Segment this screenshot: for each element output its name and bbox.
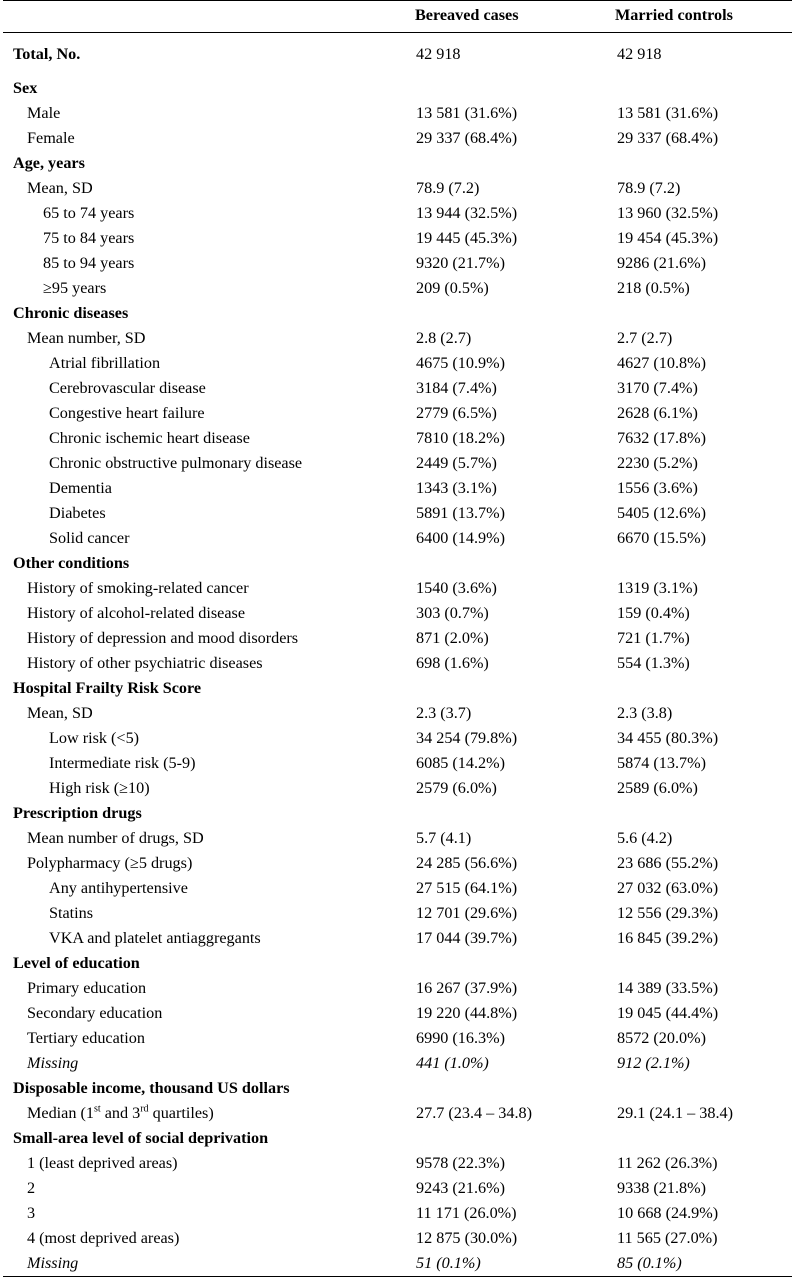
table-row [3, 1026, 792, 1051]
table-row [3, 1101, 792, 1126]
married-controls-value: 11 262 (26.3%) [617, 1154, 718, 1172]
row-label: Chronic obstructive pulmonary disease [49, 454, 303, 472]
section-header-row [3, 1076, 792, 1101]
table-row [3, 701, 792, 726]
table-row [3, 476, 792, 501]
superscript: rd [140, 1103, 149, 1115]
bereaved-cases-value: 78.9 (7.2) [416, 179, 480, 197]
row-label: 75 to 84 years [43, 229, 135, 247]
table-row [3, 526, 792, 551]
table-row [3, 176, 792, 201]
bereaved-cases-value: 6990 (16.3%) [416, 1029, 506, 1047]
table-row [3, 1251, 792, 1276]
married-controls-value: 27 032 (63.0%) [617, 879, 719, 897]
table-row [3, 226, 792, 251]
row-label: ≥95 years [43, 279, 107, 297]
row-label: Chronic diseases [13, 304, 129, 322]
table-row [3, 401, 792, 426]
row-label: Congestive heart failure [49, 404, 205, 422]
married-controls-value: 721 (1.7%) [617, 629, 690, 647]
row-label: Solid cancer [49, 529, 130, 547]
table-row [3, 426, 792, 451]
row-label: Sex [13, 79, 38, 97]
bereaved-cases-value: 871 (2.0%) [416, 629, 489, 647]
characteristics-table [3, 0, 792, 1277]
row-label: Intermediate risk (5-9) [49, 754, 196, 772]
table-row [3, 201, 792, 226]
table-row [3, 751, 792, 776]
table-body [3, 33, 792, 1276]
table-row [3, 1176, 792, 1201]
superscript: st [93, 1103, 101, 1115]
bereaved-cases-value: 4675 (10.9%) [416, 354, 506, 372]
table-row [3, 926, 792, 951]
row-label: Level of education [13, 954, 140, 972]
row-label: Missing [27, 1254, 79, 1272]
row-label: VKA and platelet antiaggregants [49, 929, 261, 947]
married-controls-value: 5874 (13.7%) [617, 754, 707, 772]
section-header-row [3, 76, 792, 101]
married-controls-value: 2589 (6.0%) [617, 779, 698, 797]
bereaved-cases-value: 16 267 (37.9%) [416, 979, 518, 997]
table-row [3, 351, 792, 376]
married-controls-value: 13 960 (32.5%) [617, 204, 719, 222]
married-controls-value: 4627 (10.8%) [617, 354, 707, 372]
married-controls-value: 29.1 (24.1 – 38.4) [617, 1104, 733, 1122]
row-label: History of alcohol-related disease [27, 604, 246, 622]
bereaved-cases-value: 209 (0.5%) [416, 279, 489, 297]
section-header-row [3, 676, 792, 701]
row-label: Secondary education [27, 1004, 163, 1022]
row-label: Mean, SD [27, 179, 93, 197]
married-controls-value: 9286 (21.6%) [617, 254, 707, 272]
bereaved-cases-value: 2449 (5.7%) [416, 454, 497, 472]
table-row [3, 901, 792, 926]
table-row [3, 326, 792, 351]
bereaved-cases-value: 42 918 [416, 45, 461, 63]
bereaved-cases-value: 24 285 (56.6%) [416, 854, 518, 872]
bereaved-cases-value: 3184 (7.4%) [416, 379, 497, 397]
row-label: Chronic ischemic heart disease [49, 429, 250, 447]
bereaved-cases-value: 27.7 (23.4 – 34.8) [416, 1104, 532, 1122]
table-row [3, 1151, 792, 1176]
row-label: Mean number of drugs, SD [27, 829, 204, 847]
row-label: Other conditions [13, 554, 130, 572]
row-label: Female [27, 129, 75, 147]
bereaved-cases-value: 1343 (3.1%) [416, 479, 497, 497]
bereaved-cases-value: 5.7 (4.1) [416, 829, 472, 847]
row-label: Small-area level of social deprivation [13, 1129, 269, 1147]
married-controls-value: 2628 (6.1%) [617, 404, 698, 422]
bereaved-cases-value: 303 (0.7%) [416, 604, 489, 622]
bereaved-cases-value: 27 515 (64.1%) [416, 879, 518, 897]
bereaved-cases-value: 1540 (3.6%) [416, 579, 497, 597]
married-controls-value: 12 556 (29.3%) [617, 904, 719, 922]
column-header-married-controls: Married controls [615, 6, 733, 24]
row-label: Age, years [13, 154, 85, 172]
row-label: 2 [27, 1179, 36, 1197]
table-row [3, 726, 792, 751]
table-row [3, 601, 792, 626]
married-controls-value: 554 (1.3%) [617, 654, 690, 672]
row-label: History of other psychiatric diseases [27, 654, 263, 672]
bereaved-cases-value: 6400 (14.9%) [416, 529, 506, 547]
married-controls-value: 14 389 (33.5%) [617, 979, 719, 997]
married-controls-value: 11 565 (27.0%) [617, 1229, 718, 1247]
section-header-row [3, 551, 792, 576]
married-controls-value: 19 454 (45.3%) [617, 229, 719, 247]
table-row [3, 1001, 792, 1026]
section-header-row [3, 151, 792, 176]
married-controls-value: 9338 (21.8%) [617, 1179, 707, 1197]
row-label: Low risk (<5) [49, 729, 140, 747]
table-row [3, 1201, 792, 1226]
row-label: Atrial fibrillation [49, 354, 161, 372]
row-label: Male [27, 104, 61, 122]
bereaved-cases-value: 12 875 (30.0%) [416, 1229, 518, 1247]
row-label: 3 [27, 1204, 36, 1222]
bereaved-cases-value: 2.3 (3.7) [416, 704, 472, 722]
label-part: Median (1 [27, 1104, 94, 1122]
married-controls-value: 23 686 (55.2%) [617, 854, 719, 872]
table-row [3, 576, 792, 601]
married-controls-value: 34 455 (80.3%) [617, 729, 719, 747]
bereaved-cases-value: 2779 (6.5%) [416, 404, 497, 422]
row-label: Total, No. [13, 45, 81, 63]
bereaved-cases-value: 9320 (21.7%) [416, 254, 506, 272]
section-header-row [3, 801, 792, 826]
table-row [3, 126, 792, 151]
bereaved-cases-value: 29 337 (68.4%) [416, 129, 518, 147]
bereaved-cases-value: 11 171 (26.0%) [416, 1204, 517, 1222]
row-label: Disposable income, thousand US dollars [13, 1079, 290, 1097]
table-row [3, 626, 792, 651]
row-label: History of depression and mood disorders [27, 629, 299, 647]
bereaved-cases-value: 12 701 (29.6%) [416, 904, 518, 922]
row-label: Polypharmacy (≥5 drugs) [27, 854, 193, 872]
row-label: Mean number, SD [27, 329, 146, 347]
married-controls-value: 7632 (17.8%) [617, 429, 707, 447]
table-row [3, 251, 792, 276]
married-controls-value: 1556 (3.6%) [617, 479, 698, 497]
table-row [3, 776, 792, 801]
married-controls-value: 1319 (3.1%) [617, 579, 698, 597]
row-label: 85 to 94 years [43, 254, 135, 272]
married-controls-value: 19 045 (44.4%) [617, 1004, 719, 1022]
row-label: 1 (least deprived areas) [27, 1154, 178, 1172]
married-controls-value: 6670 (15.5%) [617, 529, 707, 547]
married-controls-value: 78.9 (7.2) [617, 179, 681, 197]
row-label: Dementia [49, 479, 112, 497]
row-label: Cerebrovascular disease [49, 379, 206, 397]
married-controls-value: 16 845 (39.2%) [617, 929, 719, 947]
table-row [3, 1051, 792, 1076]
row-label: Diabetes [49, 504, 106, 522]
table-row [3, 1226, 792, 1251]
row-label: Hospital Frailty Risk Score [13, 679, 202, 697]
bereaved-cases-value: 51 (0.1%) [416, 1254, 481, 1272]
bereaved-cases-value: 13 581 (31.6%) [416, 104, 518, 122]
bereaved-cases-value: 6085 (14.2%) [416, 754, 506, 772]
row-label: Prescription drugs [13, 804, 142, 822]
table-row [3, 33, 792, 76]
bereaved-cases-value: 2.8 (2.7) [416, 329, 472, 347]
column-header-bereaved-cases: Bereaved cases [415, 6, 519, 24]
bereaved-cases-value: 13 944 (32.5%) [416, 204, 518, 222]
table-row [3, 276, 792, 301]
section-header-row [3, 301, 792, 326]
bereaved-cases-value: 698 (1.6%) [416, 654, 489, 672]
married-controls-value: 218 (0.5%) [617, 279, 690, 297]
bereaved-cases-value: 5891 (13.7%) [416, 504, 506, 522]
bereaved-cases-value: 19 445 (45.3%) [416, 229, 518, 247]
table-header [3, 1, 792, 33]
bereaved-cases-value: 19 220 (44.8%) [416, 1004, 518, 1022]
married-controls-value: 42 918 [617, 45, 662, 63]
table-row [3, 376, 792, 401]
row-label: History of smoking-related cancer [27, 579, 249, 597]
married-controls-value: 5.6 (4.2) [617, 829, 673, 847]
married-controls-value: 8572 (20.0%) [617, 1029, 707, 1047]
row-label: High risk (≥10) [49, 779, 150, 797]
married-controls-value: 2230 (5.2%) [617, 454, 698, 472]
row-label [27, 1101, 214, 1126]
row-label: Missing [27, 1054, 79, 1072]
married-controls-value: 159 (0.4%) [617, 604, 690, 622]
married-controls-value: 5405 (12.6%) [617, 504, 707, 522]
married-controls-value: 2.3 (3.8) [617, 704, 673, 722]
table-row [3, 651, 792, 676]
bereaved-cases-value: 9243 (21.6%) [416, 1179, 506, 1197]
table-row [3, 501, 792, 526]
table-row [3, 826, 792, 851]
bereaved-cases-value: 17 044 (39.7%) [416, 929, 518, 947]
married-controls-value: 13 581 (31.6%) [617, 104, 719, 122]
row-label: Mean, SD [27, 704, 93, 722]
married-controls-value: 2.7 (2.7) [617, 329, 673, 347]
row-label: Primary education [27, 979, 147, 997]
married-controls-value: 29 337 (68.4%) [617, 129, 719, 147]
table-row [3, 876, 792, 901]
section-header-row [3, 951, 792, 976]
table-row [3, 976, 792, 1001]
table-row [3, 101, 792, 126]
bereaved-cases-value: 441 (1.0%) [416, 1054, 489, 1072]
label-part: and 3 [100, 1104, 141, 1122]
bereaved-cases-value: 7810 (18.2%) [416, 429, 506, 447]
married-controls-value: 3170 (7.4%) [617, 379, 698, 397]
bereaved-cases-value: 2579 (6.0%) [416, 779, 497, 797]
table-row [3, 851, 792, 876]
row-label: Statins [49, 904, 94, 922]
married-controls-value: 85 (0.1%) [617, 1254, 682, 1272]
married-controls-value: 912 (2.1%) [617, 1054, 690, 1072]
married-controls-value: 10 668 (24.9%) [617, 1204, 719, 1222]
row-label: 4 (most deprived areas) [27, 1229, 180, 1247]
table-row [3, 451, 792, 476]
row-label: Any antihypertensive [49, 879, 188, 897]
bereaved-cases-value: 9578 (22.3%) [416, 1154, 506, 1172]
label-part: quartiles) [148, 1104, 214, 1122]
row-label: Tertiary education [27, 1029, 145, 1047]
section-header-row [3, 1126, 792, 1151]
bereaved-cases-value: 34 254 (79.8%) [416, 729, 518, 747]
row-label: 65 to 74 years [43, 204, 135, 222]
